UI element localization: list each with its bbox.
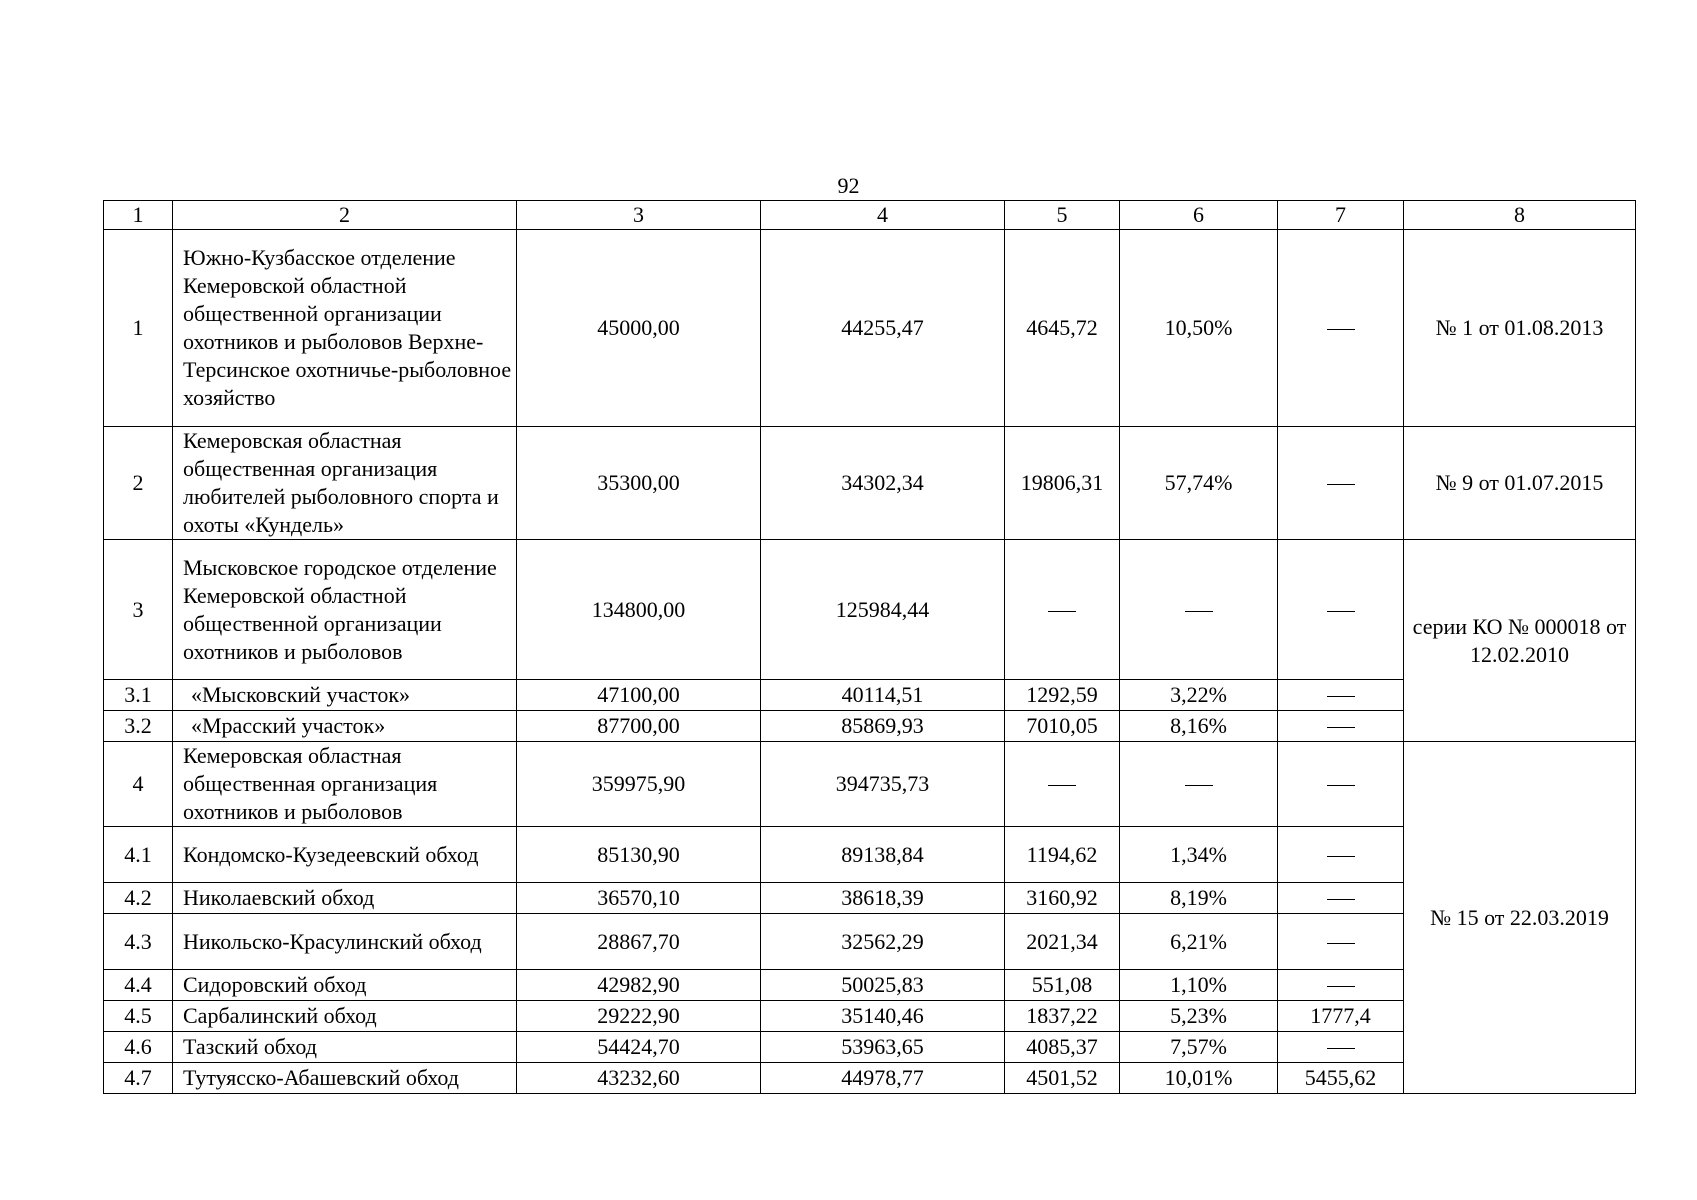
dash-mark — [1327, 785, 1355, 786]
header-cell: 1 — [104, 201, 173, 230]
license-cell: № 15 от 22.03.2019 — [1404, 742, 1636, 1094]
organization-name-cell: Николаевский обход — [173, 883, 517, 914]
dash-mark — [1327, 856, 1355, 857]
dash-mark — [1048, 611, 1076, 612]
value-cell — [1278, 1032, 1404, 1063]
organization-name-cell: Тазский обход — [173, 1032, 517, 1063]
value-cell: 3160,92 — [1005, 883, 1120, 914]
data-table — [103, 200, 1636, 1094]
value-cell: 1292,59 — [1005, 680, 1120, 711]
value-cell: 359975,90 — [517, 742, 761, 827]
value-cell: 40114,51 — [761, 680, 1005, 711]
header-row — [104, 201, 1636, 230]
value-cell: 5,23% — [1120, 1001, 1278, 1032]
row-number-cell: 4.7 — [104, 1063, 173, 1094]
dash-mark — [1327, 1048, 1355, 1049]
value-cell: 5455,62 — [1278, 1063, 1404, 1094]
dash-mark — [1327, 696, 1355, 697]
value-cell: 2021,34 — [1005, 914, 1120, 970]
value-cell: 54424,70 — [517, 1032, 761, 1063]
value-cell: 134800,00 — [517, 540, 761, 680]
value-cell: 38618,39 — [761, 883, 1005, 914]
row-number-cell: 4.4 — [104, 970, 173, 1001]
row-number-cell: 3 — [104, 540, 173, 680]
dash-mark — [1327, 943, 1355, 944]
value-cell: 1,10% — [1120, 970, 1278, 1001]
row-number-cell: 4.1 — [104, 827, 173, 883]
row-number-cell: 4.3 — [104, 914, 173, 970]
organization-name-cell: Сидоровский обход — [173, 970, 517, 1001]
license-cell: серии КО № 000018 от 12.02.2010 — [1404, 540, 1636, 742]
dash-mark — [1185, 785, 1213, 786]
value-cell — [1278, 230, 1404, 427]
dash-mark — [1185, 611, 1213, 612]
value-cell: 47100,00 — [517, 680, 761, 711]
value-cell: 1,34% — [1120, 827, 1278, 883]
page-number: 92 — [837, 173, 860, 198]
value-cell — [1120, 540, 1278, 680]
license-cell: № 9 от 01.07.2015 — [1404, 427, 1636, 540]
row-number-cell: 2 — [104, 427, 173, 540]
value-cell — [1278, 680, 1404, 711]
value-cell: 85130,90 — [517, 827, 761, 883]
organization-name-cell: Никольско-Красулинский обход — [173, 914, 517, 970]
value-cell — [1278, 540, 1404, 680]
dash-mark — [1327, 611, 1355, 612]
organization-name-cell: «Мысковский участок» — [173, 680, 517, 711]
table-row — [104, 742, 1636, 827]
header-cell: 4 — [761, 201, 1005, 230]
value-cell: 7,57% — [1120, 1032, 1278, 1063]
row-number-cell: 3.2 — [104, 711, 173, 742]
value-cell: 89138,84 — [761, 827, 1005, 883]
value-cell: 28867,70 — [517, 914, 761, 970]
value-cell: 8,16% — [1120, 711, 1278, 742]
organization-name-cell: «Мрасский участок» — [173, 711, 517, 742]
value-cell: 4501,52 — [1005, 1063, 1120, 1094]
value-cell — [1278, 914, 1404, 970]
value-cell: 57,74% — [1120, 427, 1278, 540]
organization-name-cell: Сарбалинский обход — [173, 1001, 517, 1032]
value-cell: 1837,22 — [1005, 1001, 1120, 1032]
row-number-cell: 4.2 — [104, 883, 173, 914]
value-cell: 35300,00 — [517, 427, 761, 540]
value-cell: 50025,83 — [761, 970, 1005, 1001]
header-cell: 5 — [1005, 201, 1120, 230]
row-number-cell: 4.5 — [104, 1001, 173, 1032]
row-number-cell: 4.6 — [104, 1032, 173, 1063]
value-cell: 1194,62 — [1005, 827, 1120, 883]
table-body — [104, 201, 1636, 1094]
dash-mark — [1327, 727, 1355, 728]
value-cell: 3,22% — [1120, 680, 1278, 711]
value-cell: 8,19% — [1120, 883, 1278, 914]
row-number-cell: 3.1 — [104, 680, 173, 711]
value-cell — [1278, 883, 1404, 914]
dash-mark — [1048, 785, 1076, 786]
table-row — [104, 230, 1636, 427]
header-cell: 2 — [173, 201, 517, 230]
value-cell: 44978,77 — [761, 1063, 1005, 1094]
organization-name-cell: Кондомско-Кузедеевский обход — [173, 827, 517, 883]
value-cell: 4085,37 — [1005, 1032, 1120, 1063]
header-cell: 3 — [517, 201, 761, 230]
value-cell: 125984,44 — [761, 540, 1005, 680]
value-cell: 19806,31 — [1005, 427, 1120, 540]
dash-mark — [1327, 986, 1355, 987]
organization-name-cell: Мысковское городское отделение Кемеровской областной общественной организации охотников и рыболовов — [173, 540, 517, 680]
value-cell: 85869,93 — [761, 711, 1005, 742]
value-cell: 32562,29 — [761, 914, 1005, 970]
value-cell: 35140,46 — [761, 1001, 1005, 1032]
value-cell: 44255,47 — [761, 230, 1005, 427]
value-cell — [1005, 742, 1120, 827]
value-cell: 551,08 — [1005, 970, 1120, 1001]
value-cell: 36570,10 — [517, 883, 761, 914]
value-cell: 53963,65 — [761, 1032, 1005, 1063]
dash-mark — [1327, 484, 1355, 485]
value-cell — [1120, 742, 1278, 827]
header-cell: 6 — [1120, 201, 1278, 230]
table-row — [104, 427, 1636, 540]
value-cell — [1278, 427, 1404, 540]
value-cell: 10,50% — [1120, 230, 1278, 427]
organization-name-cell: Кемеровская областная общественная организация любителей рыболовного спорта и охоты «Кундель» — [173, 427, 517, 540]
license-cell: № 1 от 01.08.2013 — [1404, 230, 1636, 427]
organization-name-cell: Южно-Кузбасское отделение Кемеровской областной общественной организации охотников и рыболовов Верхне-Терсинское охотничье-рыболовное хозяйство — [173, 230, 517, 427]
value-cell — [1278, 827, 1404, 883]
header-cell: 7 — [1278, 201, 1404, 230]
dash-mark — [1327, 329, 1355, 330]
value-cell: 87700,00 — [517, 711, 761, 742]
header-cell: 8 — [1404, 201, 1636, 230]
value-cell: 45000,00 — [517, 230, 761, 427]
value-cell: 43232,60 — [517, 1063, 761, 1094]
table-row — [104, 540, 1636, 680]
value-cell: 29222,90 — [517, 1001, 761, 1032]
dash-mark — [1327, 899, 1355, 900]
value-cell: 4645,72 — [1005, 230, 1120, 427]
organization-name-cell: Тутуясско-Абашевский обход — [173, 1063, 517, 1094]
value-cell — [1278, 970, 1404, 1001]
value-cell: 7010,05 — [1005, 711, 1120, 742]
value-cell: 394735,73 — [761, 742, 1005, 827]
value-cell — [1278, 742, 1404, 827]
value-cell: 6,21% — [1120, 914, 1278, 970]
value-cell — [1005, 540, 1120, 680]
value-cell: 1777,4 — [1278, 1001, 1404, 1032]
value-cell: 10,01% — [1120, 1063, 1278, 1094]
organization-name-cell: Кемеровская областная общественная организация охотников и рыболовов — [173, 742, 517, 827]
value-cell: 34302,34 — [761, 427, 1005, 540]
value-cell — [1278, 711, 1404, 742]
row-number-cell: 4 — [104, 742, 173, 827]
row-number-cell: 1 — [104, 230, 173, 427]
value-cell: 42982,90 — [517, 970, 761, 1001]
